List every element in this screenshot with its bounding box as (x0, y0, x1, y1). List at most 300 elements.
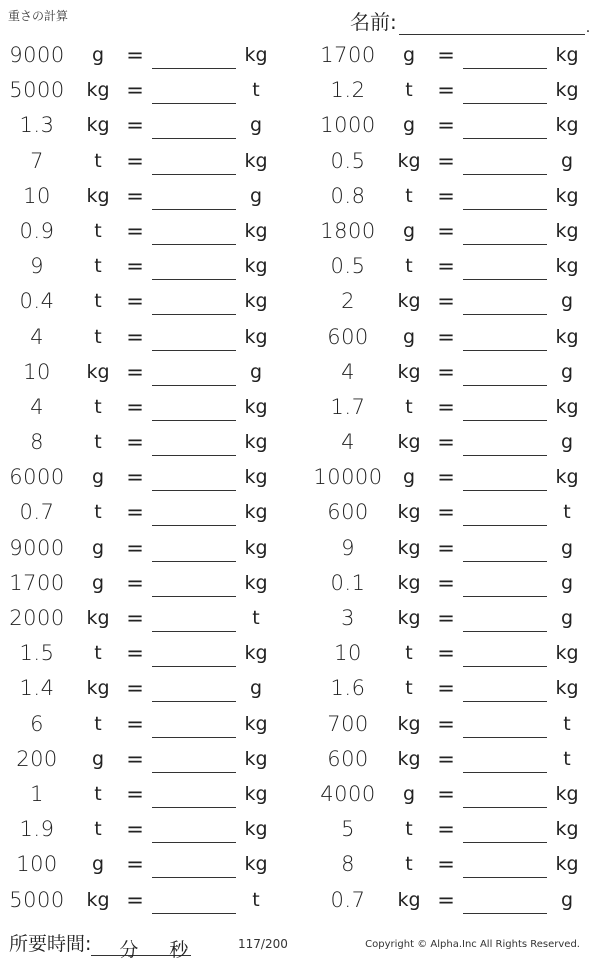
to-unit: g (249, 360, 263, 383)
from-unit: kg (397, 712, 421, 735)
problem-number: 2 (341, 289, 355, 314)
answer-blank[interactable] (463, 842, 547, 843)
equals-sign: = (126, 887, 144, 912)
equals-sign: = (437, 183, 455, 208)
problem-row (0, 847, 600, 882)
equals-sign: = (126, 606, 144, 630)
from-unit: t (405, 184, 413, 207)
problem-number: 200 (16, 746, 58, 771)
problem-row (0, 707, 600, 742)
from-unit: t (94, 325, 102, 348)
problem-number: 1.2 (330, 78, 366, 103)
seconds-label: 秒 (169, 939, 189, 961)
to-unit: t (563, 747, 571, 770)
from-unit: t (94, 818, 102, 841)
answer-blank[interactable] (463, 737, 547, 738)
answer-blank[interactable] (463, 701, 547, 702)
problem-number: 7 (30, 148, 44, 173)
problem-right (311, 179, 600, 214)
from-unit: kg (86, 79, 110, 102)
to-unit: kg (244, 466, 268, 489)
answer-blank[interactable] (152, 244, 236, 245)
equals-sign: = (126, 218, 144, 243)
from-unit: t (94, 395, 102, 418)
from-unit: t (94, 501, 102, 524)
equals-sign: = (437, 254, 455, 279)
problem-right (311, 671, 600, 706)
answer-blank[interactable] (463, 490, 547, 491)
from-unit: g (402, 219, 416, 242)
to-unit: kg (555, 818, 579, 841)
problem-number: 700 (327, 711, 369, 736)
equals-sign: = (126, 430, 144, 455)
answer-blank[interactable] (463, 350, 547, 351)
problem-number: 8 (30, 430, 44, 455)
problem-number: 0.1 (330, 570, 366, 595)
problem-number: 1.4 (19, 676, 55, 701)
problem-left (0, 636, 300, 671)
from-unit: kg (397, 501, 421, 524)
problem-right (311, 566, 600, 601)
equals-sign: = (126, 852, 144, 877)
from-unit: t (405, 818, 413, 841)
answer-blank[interactable] (152, 525, 236, 526)
to-unit: kg (555, 219, 579, 242)
problem-number: 1.5 (19, 641, 55, 666)
answer-blank[interactable] (463, 807, 547, 808)
answer-blank[interactable] (152, 631, 236, 632)
answer-blank[interactable] (463, 385, 547, 386)
equals-sign: = (126, 113, 144, 138)
to-unit: kg (555, 395, 579, 418)
from-unit: g (91, 536, 105, 559)
from-unit: t (94, 149, 102, 172)
equals-sign: = (126, 183, 144, 208)
problem-number: 6 (30, 711, 44, 736)
equals-sign: = (437, 359, 455, 384)
problem-number: 8 (341, 852, 355, 877)
from-unit: kg (86, 607, 110, 629)
time-label: 所要時間: (9, 933, 92, 955)
name-label: 名前: (350, 10, 397, 34)
answer-blank[interactable] (152, 842, 236, 843)
name-field (350, 6, 590, 35)
equals-sign: = (126, 570, 144, 595)
to-unit: g (249, 677, 263, 700)
problem-left (0, 73, 300, 108)
answer-blank[interactable] (152, 209, 236, 210)
answer-blank[interactable] (152, 772, 236, 773)
equals-sign: = (437, 43, 455, 67)
answer-blank[interactable] (152, 737, 236, 738)
answer-blank[interactable] (463, 596, 547, 597)
equals-sign: = (126, 535, 144, 560)
from-unit: t (94, 642, 102, 665)
to-unit: kg (244, 149, 268, 172)
from-unit: t (405, 853, 413, 876)
equals-sign: = (126, 289, 144, 314)
from-unit: t (94, 255, 102, 278)
problem-right (311, 390, 600, 425)
answer-blank[interactable] (152, 138, 236, 139)
problem-row (0, 73, 600, 108)
problem-row (0, 777, 600, 812)
problem-left (0, 425, 300, 460)
from-unit: g (91, 747, 105, 770)
answer-blank[interactable] (152, 68, 236, 69)
equals-sign: = (437, 887, 455, 912)
problem-number: 1 (30, 781, 44, 806)
to-unit: kg (244, 395, 268, 418)
problem-number: 10 (23, 183, 51, 208)
problem-right (311, 38, 600, 73)
problem-right (311, 284, 600, 319)
problem-row (0, 742, 600, 777)
equals-sign: = (437, 606, 455, 630)
problem-number: 9 (341, 535, 355, 560)
from-unit: t (405, 255, 413, 278)
equals-sign: = (126, 78, 144, 103)
equals-sign: = (126, 641, 144, 666)
problem-row (0, 249, 600, 284)
to-unit: g (560, 536, 574, 559)
from-unit: g (402, 325, 416, 348)
problem-number: 600 (327, 324, 369, 349)
equals-sign: = (126, 465, 144, 490)
from-unit: g (402, 44, 416, 66)
to-unit: kg (244, 853, 268, 876)
problem-right (311, 355, 600, 390)
from-unit: kg (86, 360, 110, 383)
problem-number: 1.9 (19, 817, 55, 842)
problem-left (0, 707, 300, 742)
problem-row (0, 284, 600, 319)
problem-left (0, 144, 300, 179)
problem-number: 6000 (9, 465, 65, 490)
equals-sign: = (437, 500, 455, 525)
problem-row (0, 179, 600, 214)
problem-number: 4 (341, 430, 355, 455)
problem-number: 10 (23, 359, 51, 384)
from-unit: t (405, 642, 413, 665)
answer-blank[interactable] (152, 174, 236, 175)
from-unit: g (91, 571, 105, 594)
answer-blank[interactable] (463, 455, 547, 456)
from-unit: kg (397, 149, 421, 172)
problem-row (0, 390, 600, 425)
from-unit: kg (397, 431, 421, 454)
equals-sign: = (126, 817, 144, 842)
equals-sign: = (126, 746, 144, 771)
problem-number: 4 (30, 394, 44, 419)
to-unit: kg (555, 853, 579, 876)
problem-left (0, 214, 300, 249)
answer-blank[interactable] (463, 772, 547, 773)
problem-number: 0.7 (19, 500, 55, 525)
to-unit: kg (244, 501, 268, 524)
to-unit: g (560, 431, 574, 454)
answer-blank[interactable] (463, 314, 547, 315)
from-unit: g (91, 853, 105, 876)
answer-blank[interactable] (152, 279, 236, 280)
problem-right (311, 636, 600, 671)
from-unit: kg (397, 747, 421, 770)
to-unit: kg (244, 255, 268, 278)
to-unit: t (252, 79, 260, 102)
minutes-label: 分 (119, 939, 139, 961)
equals-sign: = (437, 78, 455, 103)
problem-left (0, 320, 300, 355)
problem-number: 1.7 (330, 394, 366, 419)
answer-blank[interactable] (463, 174, 547, 175)
answer-blank[interactable] (152, 385, 236, 386)
problem-right (311, 707, 600, 742)
problem-right (311, 425, 600, 460)
from-unit: kg (397, 888, 421, 911)
problem-right (311, 144, 600, 179)
problem-number: 100 (16, 852, 58, 877)
answer-blank[interactable] (152, 596, 236, 597)
to-unit: kg (244, 747, 268, 770)
problem-number: 9000 (9, 43, 65, 67)
problem-left (0, 249, 300, 284)
to-unit: kg (244, 642, 268, 665)
problem-row (0, 812, 600, 847)
answer-blank[interactable] (152, 807, 236, 808)
equals-sign: = (126, 324, 144, 349)
equals-sign: = (437, 676, 455, 701)
problem-number: 1.3 (19, 113, 55, 138)
from-unit: g (91, 44, 105, 66)
problem-left (0, 390, 300, 425)
problem-left (0, 601, 300, 636)
answer-blank[interactable] (152, 314, 236, 315)
problem-number: 0.5 (330, 148, 366, 173)
from-unit: kg (397, 290, 421, 313)
problem-number: 600 (327, 746, 369, 771)
problem-number: 0.5 (330, 254, 366, 279)
problem-number: 10000 (313, 465, 383, 490)
problem-number: 10 (334, 641, 362, 666)
problem-row (0, 566, 600, 601)
answer-blank[interactable] (152, 103, 236, 104)
answer-blank[interactable] (152, 913, 236, 914)
answer-blank[interactable] (152, 420, 236, 421)
answer-blank[interactable] (152, 350, 236, 351)
answer-blank[interactable] (152, 701, 236, 702)
equals-sign: = (126, 711, 144, 736)
answer-blank[interactable] (152, 666, 236, 667)
problem-number: 0.7 (330, 887, 366, 912)
from-unit: t (94, 782, 102, 805)
answer-blank[interactable] (463, 279, 547, 280)
problem-row (0, 460, 600, 495)
equals-sign: = (126, 781, 144, 806)
from-unit: kg (397, 571, 421, 594)
to-unit: kg (555, 466, 579, 489)
equals-sign: = (437, 781, 455, 806)
problem-left (0, 531, 300, 566)
problem-right (311, 531, 600, 566)
worksheet-title: 重さの計算 (8, 9, 69, 23)
problem-row (0, 883, 600, 918)
problem-right (311, 601, 600, 636)
to-unit: g (249, 114, 263, 137)
equals-sign: = (437, 113, 455, 138)
answer-blank[interactable] (463, 877, 547, 878)
problem-right (311, 777, 600, 812)
from-unit: g (402, 114, 416, 137)
problem-left (0, 777, 300, 812)
problem-left (0, 812, 300, 847)
to-unit: kg (244, 219, 268, 242)
answer-blank[interactable] (463, 525, 547, 526)
problem-number: 9 (30, 254, 44, 279)
to-unit: kg (244, 536, 268, 559)
problem-number: 0.8 (330, 183, 366, 208)
equals-sign: = (437, 148, 455, 173)
to-unit: kg (244, 818, 268, 841)
answer-blank[interactable] (152, 455, 236, 456)
to-unit: g (560, 149, 574, 172)
time-blank[interactable] (91, 935, 191, 961)
problem-right (311, 214, 600, 249)
answer-blank[interactable] (463, 244, 547, 245)
to-unit: g (560, 607, 574, 629)
answer-blank[interactable] (463, 103, 547, 104)
equals-sign: = (437, 746, 455, 771)
copyright-notice: Copyright © Alpha.Inc All Rights Reserved. (365, 939, 580, 950)
to-unit: kg (555, 79, 579, 102)
problem-row (0, 38, 600, 73)
from-unit: t (94, 219, 102, 242)
from-unit: kg (397, 360, 421, 383)
from-unit: t (94, 712, 102, 735)
problem-right (311, 883, 600, 918)
equals-sign: = (126, 254, 144, 279)
from-unit: t (94, 431, 102, 454)
equals-sign: = (126, 148, 144, 173)
page-number: 117/200 (238, 937, 288, 951)
equals-sign: = (126, 394, 144, 419)
problem-left (0, 355, 300, 390)
equals-sign: = (437, 852, 455, 877)
to-unit: g (560, 571, 574, 594)
answer-blank[interactable] (152, 490, 236, 491)
equals-sign: = (437, 535, 455, 560)
problem-row (0, 108, 600, 143)
equals-sign: = (437, 324, 455, 349)
from-unit: kg (86, 677, 110, 700)
from-unit: g (91, 466, 105, 489)
problem-row (0, 144, 600, 179)
to-unit: kg (555, 782, 579, 805)
problem-left (0, 566, 300, 601)
answer-blank[interactable] (463, 420, 547, 421)
problem-number: 4 (30, 324, 44, 349)
problem-left (0, 495, 300, 530)
problem-left (0, 284, 300, 319)
problem-row (0, 531, 600, 566)
equals-sign: = (126, 43, 144, 67)
problem-grid (0, 38, 600, 918)
equals-sign: = (437, 289, 455, 314)
time-field (9, 929, 191, 961)
problem-number: 0.9 (19, 218, 55, 243)
problem-number: 1000 (320, 113, 376, 138)
to-unit: kg (244, 712, 268, 735)
from-unit: kg (397, 607, 421, 629)
answer-blank[interactable] (463, 631, 547, 632)
to-unit: kg (555, 44, 579, 66)
to-unit: kg (555, 114, 579, 137)
answer-blank[interactable] (152, 877, 236, 878)
problem-number: 1.6 (330, 676, 366, 701)
answer-blank[interactable] (463, 209, 547, 210)
to-unit: kg (244, 782, 268, 805)
to-unit: kg (555, 184, 579, 207)
equals-sign: = (437, 465, 455, 490)
from-unit: kg (86, 888, 110, 911)
answer-blank[interactable] (463, 913, 547, 914)
to-unit: g (560, 290, 574, 313)
equals-sign: = (126, 359, 144, 384)
from-unit: g (402, 782, 416, 805)
problem-left (0, 671, 300, 706)
problem-number: 600 (327, 500, 369, 525)
to-unit: g (560, 360, 574, 383)
equals-sign: = (437, 711, 455, 736)
answer-blank[interactable] (463, 666, 547, 667)
answer-blank[interactable] (463, 138, 547, 139)
to-unit: kg (555, 325, 579, 348)
to-unit: kg (555, 255, 579, 278)
name-dot: . (585, 20, 591, 36)
problem-left (0, 38, 300, 73)
problem-left (0, 883, 300, 918)
to-unit: kg (244, 431, 268, 454)
problem-row (0, 495, 600, 530)
from-unit: kg (86, 114, 110, 137)
answer-blank[interactable] (463, 68, 547, 69)
to-unit: t (563, 501, 571, 524)
problem-left (0, 108, 300, 143)
to-unit: kg (244, 290, 268, 313)
to-unit: t (252, 607, 260, 629)
to-unit: t (252, 888, 260, 911)
problem-number: 1700 (320, 43, 376, 67)
problem-number: 0.4 (19, 289, 55, 314)
problem-number: 9000 (9, 535, 65, 560)
problem-left (0, 460, 300, 495)
name-blank[interactable] (399, 16, 585, 35)
answer-blank[interactable] (463, 561, 547, 562)
problem-number: 3 (341, 606, 355, 630)
problem-number: 5 (341, 817, 355, 842)
problem-row (0, 320, 600, 355)
problem-right (311, 847, 600, 882)
problem-right (311, 812, 600, 847)
problem-row (0, 214, 600, 249)
to-unit: kg (555, 642, 579, 665)
problem-right (311, 742, 600, 777)
problem-left (0, 847, 300, 882)
answer-blank[interactable] (152, 561, 236, 562)
problem-number: 5000 (9, 78, 65, 103)
from-unit: g (402, 466, 416, 489)
from-unit: kg (86, 184, 110, 207)
problem-row (0, 425, 600, 460)
